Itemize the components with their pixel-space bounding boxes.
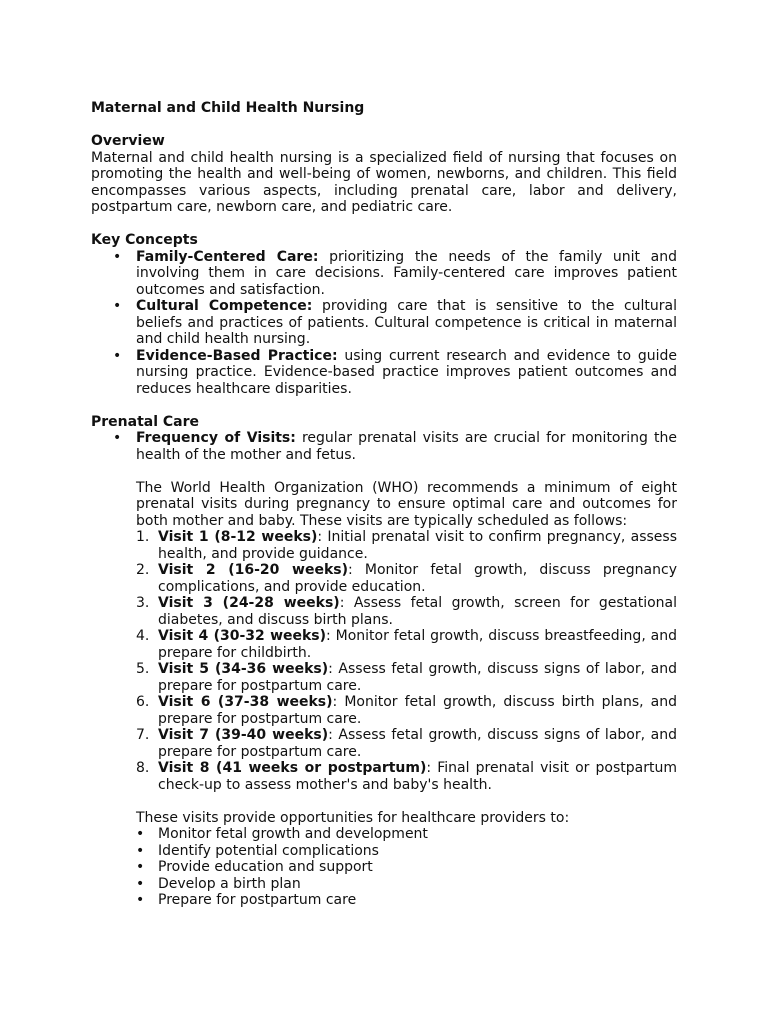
key-concept-term: Family-Centered Care: [136,248,319,265]
key-concept-item [136,249,677,299]
visit-label: Visit 3 (24-28 weeks) [158,595,340,611]
document-page [91,100,677,909]
visit-item [136,760,678,793]
visit-item [136,628,678,661]
visit-number: 1. [136,529,150,545]
opportunity-item: • Prepare for postpartum care [158,892,677,909]
document-title: Maternal and Child Health Nursing [91,100,365,116]
opportunities-list [136,826,677,909]
key-concept-text: using current research and evidence to guide nursing practice. Evidence-based practice improves patient outcomes and reduces healthcare disparities. [136,347,677,397]
visit-number: 6. [136,694,150,710]
opportunity-item: • Identify potential complications [158,843,677,860]
visit-label: Visit 6 (37-38 weeks) [158,694,333,710]
visit-number: 3. [136,595,150,611]
overview-paragraph: Maternal and child health nursing is a specialized field of nursing that focuses on promoting the health and well-being of women, newborns, and children. This field encompasses various aspects, including prenatal care, labor and delivery, postpartum care, newborn care, and pediatric care. [91,149,677,215]
visit-number: 7. [136,727,150,743]
spacer [136,463,677,480]
key-concepts-heading: Key Concepts [91,232,198,248]
visit-number: 4. [136,628,150,644]
frequency-term: Frequency of Visits: [136,430,296,446]
frequency-text: regular prenatal visits are crucial for monitoring the health of the mother and fetus. [136,430,677,463]
overview-heading: Overview [91,133,165,149]
visit-item [136,595,677,628]
visit-number: 2. [136,562,150,578]
visit-number: 8. [136,760,150,776]
visit-text: : Initial prenatal visit to confirm pregnancy, assess health, and provide guidance. [158,529,677,562]
visit-text: : Final prenatal visit or postpartum check-up to assess mother's and baby's health. [158,760,678,793]
visit-label: Visit 8 (41 weeks or postpartum) [158,760,427,776]
key-concept-item [136,298,677,348]
key-concept-text: prioritizing the needs of the family unit and involving them in care decisions. Family-centered care improves patient outcomes and satisfaction. [136,248,677,298]
visit-label: Visit 2 (16-20 weeks) [158,562,348,578]
visit-label: Visit 4 (30-32 weeks) [158,628,327,644]
visit-item [136,694,677,727]
visit-item [136,529,677,562]
key-concept-text: providing care that is sensitive to the cultural beliefs and practices of patients. Cultural competence is critical in maternal and child health nursing. [136,298,677,347]
visit-number: 5. [136,661,150,677]
opportunities-intro: These visits provide opportunities for healthcare providers to: [136,809,570,826]
key-concepts-list [91,249,677,398]
spacer [91,397,677,414]
prenatal-care-heading: Prenatal Care [91,413,200,430]
visit-label: Visit 5 (34-36 weeks) [158,661,329,677]
visit-text: : Assess fetal growth, screen for gestational diabetes, and discuss birth plans. [158,595,677,628]
spacer [91,117,677,134]
opportunity-item: • Provide education and support [158,859,677,876]
visit-schedule-list [136,529,677,793]
who-paragraph: The World Health Organization (WHO) recommends a minimum of eight prenatal visits during pregnancy to ensure optimal care and outcomes for both mother and baby. These visits are typically scheduled as follows: [136,479,677,529]
visit-text: : Assess fetal growth, discuss signs of labor, and prepare for postpartum care. [158,727,677,760]
frequency-of-visits-item [136,430,677,909]
opportunity-item: • Monitor fetal growth and development [158,826,677,843]
visit-text: : Monitor fetal growth, discuss pregnancy complications, and provide education. [158,562,677,595]
visit-text: : Assess fetal growth, discuss signs of labor, and prepare for postpartum care. [158,661,677,694]
visit-item [136,661,677,694]
key-concept-term: Cultural Competence: [136,298,313,314]
visit-label: Visit 1 (8-12 weeks) [158,529,318,545]
opportunity-item: • Develop a birth plan [158,876,677,893]
key-concept-item [136,348,677,398]
visit-text: : Monitor fetal growth, discuss birth plans, and prepare for postpartum care. [158,694,677,727]
prenatal-care-list [91,430,677,909]
spacer [136,793,677,810]
visit-item [136,562,677,595]
frequency-paragraph [136,430,677,463]
spacer [91,216,677,233]
visit-text: : Monitor fetal growth, discuss breastfeeding, and prepare for childbirth. [158,628,678,661]
visit-item [136,727,677,760]
key-concept-term: Evidence-Based Practice: [136,347,338,364]
visit-label: Visit 7 (39-40 weeks) [158,727,329,743]
